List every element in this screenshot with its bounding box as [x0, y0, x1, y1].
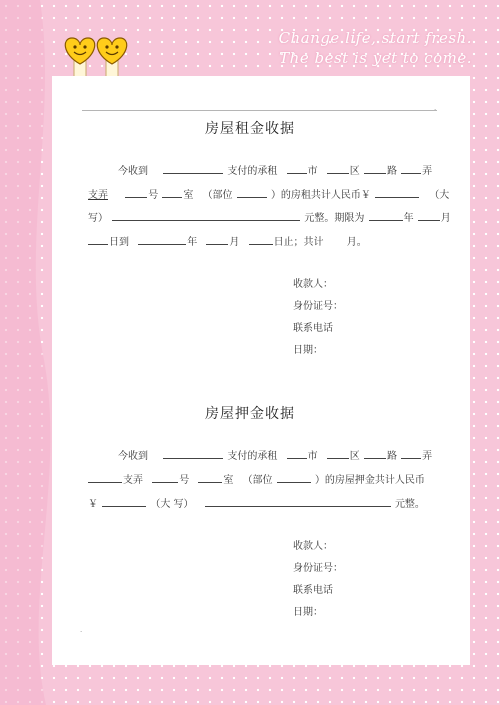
deposit-part-blank[interactable] [277, 471, 311, 483]
start-year-blank[interactable] [369, 209, 403, 221]
rent-line-3: 写） 元整。期限为 年 月 [88, 209, 438, 224]
road-blank[interactable] [364, 162, 386, 174]
deposit-number-blank[interactable] [152, 471, 178, 483]
rent-receipt-title: 房屋租金收据 [205, 121, 295, 137]
payer-blank[interactable] [163, 162, 223, 174]
deposit-line-3: ￥ （大 写） 元整。 [88, 495, 438, 510]
deposit-phone-label: 联系电话 [293, 585, 333, 596]
amount-in-words-blank[interactable] [112, 209, 300, 221]
rent-line-2: 支弄 号 室 （部位 ）的房租共计人民币￥ （大 [88, 186, 438, 201]
rent-payee-label: 收款人： [293, 279, 333, 290]
deposit-lane-blank[interactable] [401, 447, 421, 459]
lane-blank[interactable] [401, 162, 421, 174]
deposit-line-1: 今收到 支付的承租 市 区 路 弄 [88, 447, 438, 462]
rent-line-4: 日到 年 月 日止；共计 月。 [88, 233, 438, 248]
deposit-payee-label: 收款人： [293, 541, 333, 552]
rule-end-mark: . [434, 104, 437, 112]
deposit-road-blank[interactable] [364, 447, 386, 459]
deposit-amount-in-words-blank[interactable] [205, 495, 391, 507]
wavy-border-decoration [0, 0, 60, 705]
end-month-blank[interactable] [206, 233, 228, 245]
district-blank[interactable] [327, 162, 349, 174]
deposit-district-blank[interactable] [327, 447, 349, 459]
tagline [279, 28, 472, 68]
start-month-blank[interactable] [418, 209, 440, 221]
deposit-city-blank[interactable] [287, 447, 307, 459]
deposit-amount-blank[interactable] [102, 495, 146, 507]
footer-mark: . [80, 626, 83, 634]
deposit-date-label: 日期： [293, 607, 323, 618]
tagline-line-1: Change life, start fresh. [278, 29, 472, 47]
city-blank[interactable] [287, 162, 307, 174]
rent-date-label: 日期： [293, 345, 323, 356]
end-year-blank[interactable] [138, 233, 186, 245]
room-blank[interactable] [162, 186, 182, 198]
part-blank[interactable] [237, 186, 267, 198]
rent-phone-label: 联系电话 [293, 323, 333, 334]
amount-blank[interactable] [375, 186, 419, 198]
start-day-blank[interactable] [88, 233, 108, 245]
top-rule [82, 110, 437, 111]
tagline-line-2: The best is yet to come. [279, 49, 472, 67]
deposit-receipt-title: 房屋押金收据 [205, 406, 295, 422]
deposit-id-label: 身份证号： [293, 563, 343, 574]
rent-line-1: 今收到 支付的承租 市 区 路 弄 [88, 162, 438, 177]
end-day-blank[interactable] [249, 233, 273, 245]
deposit-room-blank[interactable] [198, 471, 222, 483]
deposit-sublane-blank[interactable] [88, 471, 122, 483]
deposit-payer-blank[interactable] [163, 447, 223, 459]
rent-id-label: 身份证号： [293, 301, 343, 312]
number-blank[interactable] [125, 186, 147, 198]
deposit-line-2: 支弄 号 室 （部位 ）的房屋押金共计人民币 [88, 471, 438, 486]
